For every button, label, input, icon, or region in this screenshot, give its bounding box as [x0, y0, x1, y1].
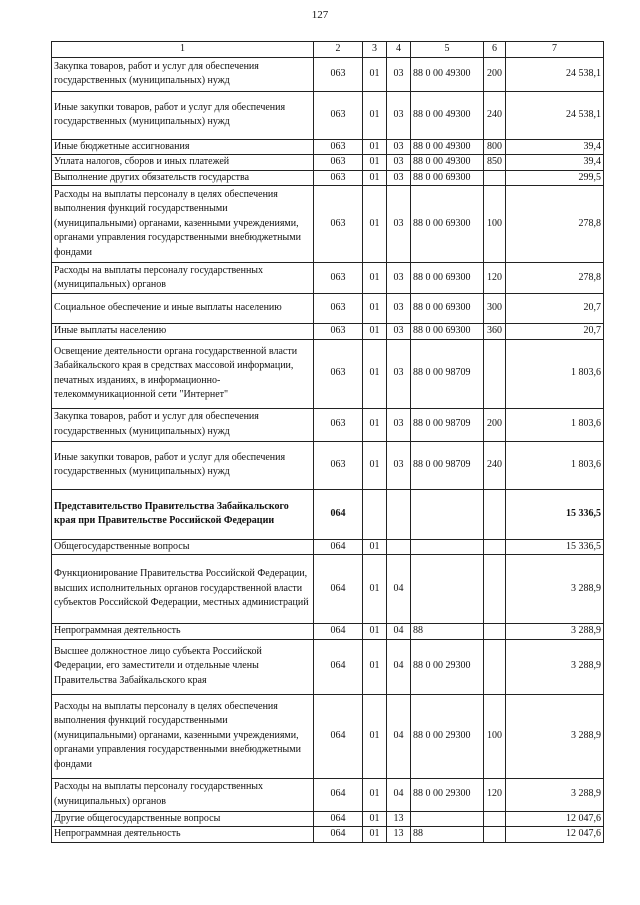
table-row: [52, 324, 604, 340]
row-subsection: 03: [387, 139, 411, 155]
row-section: 01: [363, 294, 387, 324]
row-expense-type: 120: [484, 263, 506, 294]
table-row: [52, 263, 604, 294]
table-row: [52, 339, 604, 408]
row-expense-type: 240: [484, 441, 506, 489]
row-code: 063: [314, 408, 363, 441]
row-expense-type: [484, 170, 506, 186]
row-code: 063: [314, 139, 363, 155]
row-expense-type: 360: [484, 324, 506, 340]
row-subsection: 04: [387, 639, 411, 694]
row-amount: 3 288,9: [506, 694, 604, 778]
table-row: [52, 778, 604, 811]
row-target-article: 88: [411, 827, 484, 843]
row-amount: 15 336,5: [506, 539, 604, 555]
row-target-article: 88 0 00 69300: [411, 186, 484, 263]
row-section: 01: [363, 339, 387, 408]
table-row: [52, 441, 604, 489]
row-expense-type: [484, 827, 506, 843]
table-row: [52, 57, 604, 91]
row-name: Выполнение других обязательств государства: [52, 170, 314, 186]
row-code: 064: [314, 827, 363, 843]
row-target-article: 88 0 00 29300: [411, 778, 484, 811]
row-expense-type: 100: [484, 694, 506, 778]
row-target-article: 88 0 00 69300: [411, 294, 484, 324]
row-subsection: 04: [387, 624, 411, 640]
row-subsection: [387, 489, 411, 539]
row-expense-type: 240: [484, 91, 506, 139]
row-expense-type: 100: [484, 186, 506, 263]
column-header: 2: [314, 42, 363, 58]
row-amount: 3 288,9: [506, 639, 604, 694]
column-header: 4: [387, 42, 411, 58]
row-target-article: 88 0 00 98709: [411, 441, 484, 489]
row-code: 063: [314, 57, 363, 91]
table-row: [52, 408, 604, 441]
row-code: 063: [314, 294, 363, 324]
row-name: Уплата налогов, сборов и иных платежей: [52, 155, 314, 171]
row-name: Расходы на выплаты персоналу государственных (муниципальных) органов: [52, 778, 314, 811]
row-expense-type: [484, 624, 506, 640]
table-row: [52, 139, 604, 155]
row-subsection: 04: [387, 555, 411, 624]
row-subsection: 04: [387, 694, 411, 778]
row-code: 063: [314, 324, 363, 340]
row-subsection: 03: [387, 155, 411, 171]
row-subsection: 03: [387, 263, 411, 294]
row-name: Иные выплаты населению: [52, 324, 314, 340]
row-target-article: [411, 811, 484, 827]
row-section: 01: [363, 139, 387, 155]
row-expense-type: 800: [484, 139, 506, 155]
row-code: 064: [314, 694, 363, 778]
row-code: 064: [314, 555, 363, 624]
row-code: 063: [314, 441, 363, 489]
row-name: Расходы на выплаты персоналу в целях обеспечения выполнения функций государственными (муниципальными) органами, казенными учреждениями, органами управления государственными внебюджетными фондами: [52, 186, 314, 263]
row-target-article: 88: [411, 624, 484, 640]
row-amount: 1 803,6: [506, 441, 604, 489]
row-section: 01: [363, 186, 387, 263]
table-row: [52, 639, 604, 694]
row-amount: 24 538,1: [506, 57, 604, 91]
row-target-article: 88 0 00 49300: [411, 57, 484, 91]
row-expense-type: [484, 339, 506, 408]
table-row: [52, 186, 604, 263]
row-amount: 278,8: [506, 186, 604, 263]
row-target-article: 88 0 00 69300: [411, 170, 484, 186]
column-header: 7: [506, 42, 604, 58]
row-section: 01: [363, 694, 387, 778]
row-target-article: 88 0 00 98709: [411, 408, 484, 441]
column-header: 6: [484, 42, 506, 58]
row-subsection: 03: [387, 170, 411, 186]
row-subsection: 03: [387, 408, 411, 441]
row-section: 01: [363, 263, 387, 294]
row-subsection: 03: [387, 186, 411, 263]
row-subsection: 03: [387, 441, 411, 489]
row-expense-type: 200: [484, 408, 506, 441]
row-amount: 3 288,9: [506, 778, 604, 811]
row-name: Социальное обеспечение и иные выплаты населению: [52, 294, 314, 324]
row-name: Иные закупки товаров, работ и услуг для обеспечения государственных (муниципальных) нужд: [52, 441, 314, 489]
row-name: Освещение деятельности органа государственной власти Забайкальского края в средствах массовой информации, печатных изданиях, в информационно-телекоммуникационной сети "Интернет": [52, 339, 314, 408]
row-section: 01: [363, 639, 387, 694]
table-row: [52, 539, 604, 555]
row-section: 01: [363, 408, 387, 441]
row-expense-type: [484, 639, 506, 694]
row-code: 063: [314, 186, 363, 263]
row-name: Расходы на выплаты персоналу в целях обеспечения выполнения функций государственными (муниципальными) органами, казенными учреждениями, органами управления государственными внебюджетными фондами: [52, 694, 314, 778]
row-name: Расходы на выплаты персоналу государственных (муниципальных) органов: [52, 263, 314, 294]
row-section: 01: [363, 91, 387, 139]
row-subsection: [387, 539, 411, 555]
row-section: 01: [363, 624, 387, 640]
row-section: 01: [363, 539, 387, 555]
row-name: Другие общегосударственные вопросы: [52, 811, 314, 827]
row-subsection: 03: [387, 324, 411, 340]
row-code: 063: [314, 91, 363, 139]
row-section: 01: [363, 155, 387, 171]
table-row: [52, 624, 604, 640]
row-name: Закупка товаров, работ и услуг для обеспечения государственных (муниципальных) нужд: [52, 57, 314, 91]
row-subsection: 03: [387, 91, 411, 139]
row-name: Иные закупки товаров, работ и услуг для обеспечения государственных (муниципальных) нужд: [52, 91, 314, 139]
table-row: [52, 170, 604, 186]
row-target-article: [411, 555, 484, 624]
row-section: 01: [363, 827, 387, 843]
table-row: [52, 694, 604, 778]
row-subsection: 13: [387, 811, 411, 827]
row-name: Представительство Правительства Забайкальского края при Правительстве Российской Федерации: [52, 489, 314, 539]
row-subsection: 13: [387, 827, 411, 843]
column-header: 1: [52, 42, 314, 58]
page-number: 127: [311, 9, 329, 21]
row-expense-type: 300: [484, 294, 506, 324]
row-subsection: 03: [387, 339, 411, 408]
row-code: 063: [314, 155, 363, 171]
table-row: [52, 91, 604, 139]
row-amount: 39,4: [506, 139, 604, 155]
table-row: [52, 155, 604, 171]
row-amount: 20,7: [506, 294, 604, 324]
row-amount: 12 047,6: [506, 827, 604, 843]
row-amount: 299,5: [506, 170, 604, 186]
table-row: [52, 489, 604, 539]
row-target-article: 88 0 00 29300: [411, 694, 484, 778]
row-section: [363, 489, 387, 539]
row-target-article: 88 0 00 29300: [411, 639, 484, 694]
row-name: Функционирование Правительства Российской Федерации, высших исполнительных органов государственной власти субъектов Российской Федерации, местных администраций: [52, 555, 314, 624]
row-expense-type: [484, 555, 506, 624]
row-target-article: 88 0 00 69300: [411, 324, 484, 340]
column-header: 5: [411, 42, 484, 58]
row-amount: 1 803,6: [506, 339, 604, 408]
row-name: Иные бюджетные ассигнования: [52, 139, 314, 155]
row-section: 01: [363, 324, 387, 340]
row-amount: 15 336,5: [506, 489, 604, 539]
row-amount: 3 288,9: [506, 624, 604, 640]
row-section: 01: [363, 555, 387, 624]
row-target-article: 88 0 00 49300: [411, 155, 484, 171]
row-code: 064: [314, 811, 363, 827]
row-amount: 3 288,9: [506, 555, 604, 624]
row-target-article: 88 0 00 49300: [411, 91, 484, 139]
row-target-article: [411, 539, 484, 555]
row-code: 064: [314, 539, 363, 555]
table-header-row: [52, 42, 604, 58]
row-expense-type: 850: [484, 155, 506, 171]
row-target-article: 88 0 00 69300: [411, 263, 484, 294]
row-section: 01: [363, 811, 387, 827]
row-expense-type: [484, 539, 506, 555]
row-code: 064: [314, 778, 363, 811]
row-expense-type: [484, 811, 506, 827]
row-section: 01: [363, 57, 387, 91]
column-header: 3: [363, 42, 387, 58]
row-name: Непрограммная деятельность: [52, 624, 314, 640]
table-row: [52, 294, 604, 324]
row-code: 064: [314, 639, 363, 694]
row-subsection: 03: [387, 57, 411, 91]
row-expense-type: 200: [484, 57, 506, 91]
row-target-article: 88 0 00 98709: [411, 339, 484, 408]
row-expense-type: [484, 489, 506, 539]
table-row: [52, 811, 604, 827]
row-section: 01: [363, 441, 387, 489]
table-row: [52, 555, 604, 624]
table-body: [52, 57, 604, 842]
row-amount: 24 538,1: [506, 91, 604, 139]
table-row: [52, 827, 604, 843]
row-code: 064: [314, 624, 363, 640]
row-name: Общегосударственные вопросы: [52, 539, 314, 555]
row-amount: 278,8: [506, 263, 604, 294]
row-expense-type: 120: [484, 778, 506, 811]
row-name: Высшее должностное лицо субъекта Российской Федерации, его заместители и отдельные члены Правительства Забайкальского края: [52, 639, 314, 694]
row-subsection: 04: [387, 778, 411, 811]
row-amount: 1 803,6: [506, 408, 604, 441]
row-amount: 39,4: [506, 155, 604, 171]
row-subsection: 03: [387, 294, 411, 324]
row-amount: 12 047,6: [506, 811, 604, 827]
row-name: Непрограммная деятельность: [52, 827, 314, 843]
row-code: 063: [314, 263, 363, 294]
row-amount: 20,7: [506, 324, 604, 340]
row-code: 063: [314, 339, 363, 408]
row-section: 01: [363, 778, 387, 811]
row-code: 063: [314, 170, 363, 186]
row-section: 01: [363, 170, 387, 186]
row-target-article: [411, 489, 484, 539]
row-name: Закупка товаров, работ и услуг для обеспечения государственных (муниципальных) нужд: [52, 408, 314, 441]
row-target-article: 88 0 00 49300: [411, 139, 484, 155]
budget-table: [51, 41, 604, 843]
row-code: 064: [314, 489, 363, 539]
